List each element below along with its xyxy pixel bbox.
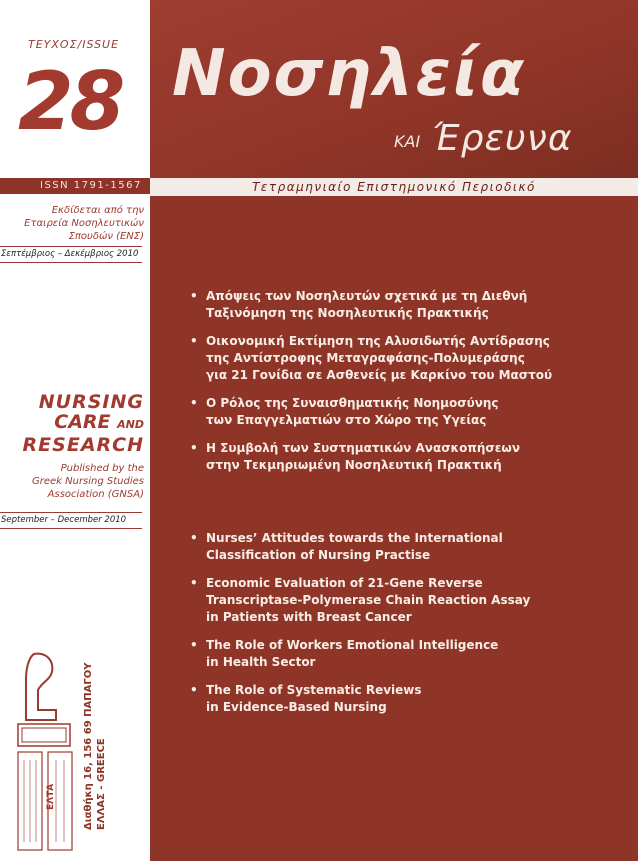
- bullet-icon: •: [190, 441, 198, 455]
- list-item: [188, 395, 608, 429]
- list-item: [188, 575, 608, 626]
- english-title: [0, 392, 144, 455]
- publisher-greek: Εκδίδεται από την Εταιρεία Νοσηλευτικών Σπουδών (ΕΝΣ): [24, 205, 144, 242]
- elta-label: ΕΛΤΑ: [46, 783, 56, 810]
- bullet-icon: •: [190, 576, 198, 590]
- tagline: Τετραμηνιαίο Επιστημονικό Περιοδικό: [150, 178, 638, 196]
- bullet-icon: •: [190, 396, 198, 410]
- english-title-line1: NURSING: [38, 391, 144, 413]
- date-greek: Σεπτέμβριος – Δεκέμβριος 2010: [0, 246, 142, 263]
- english-title-and: AND: [117, 418, 144, 431]
- masthead-subtitle: Έρευνα: [432, 118, 573, 159]
- list-item: [188, 440, 608, 474]
- list-item: [188, 637, 608, 671]
- list-item: [188, 333, 608, 384]
- list-item: [188, 682, 608, 716]
- date-english: September – December 2010: [0, 512, 142, 529]
- article-title: Η Συμβολή των Συστηματικών Ανασκοπήσεων στην Τεκμηριωμένη Νοσηλευτική Πρακτική: [206, 441, 520, 472]
- masthead-conjunction: ΚΑΙ: [394, 132, 421, 151]
- bullet-icon: •: [190, 531, 198, 545]
- english-title-line3: RESEARCH: [22, 434, 144, 456]
- postal-address-line1: Διαθήκη 16, 156 69 ΠΑΠΑΓΟΥ: [83, 662, 94, 830]
- postal-stamp: [16, 650, 78, 855]
- article-title: Economic Evaluation of 21-Gene Reverse Transcriptase-Polymerase Chain Reaction Assay in Patients with Breast Cancer: [206, 576, 531, 624]
- masthead-area: [150, 0, 638, 178]
- stamp-frame-icon: [16, 750, 76, 852]
- issn-bar: ISSN 1791-1567: [0, 178, 150, 194]
- article-title: Οικονομική Εκτίμηση της Αλυσιδωτής Αντίδρασης της Αντίστροφης Μεταγραφάσης-Πολυμεράσης για 21 Γονίδια σε Ασθενείς με Καρκίνο του Μαστού: [206, 334, 553, 382]
- bullet-icon: •: [190, 334, 198, 348]
- bullet-icon: •: [190, 683, 198, 697]
- list-item: [188, 288, 608, 322]
- postal-address: [82, 663, 108, 830]
- list-item: [188, 530, 608, 564]
- english-title-line2: [0, 412, 144, 435]
- issue-number: 28: [18, 55, 122, 148]
- issue-label: ΤΕΥΧΟΣ/ISSUE: [28, 38, 120, 51]
- english-title-care: CARE: [54, 411, 111, 433]
- article-title: The Role of Systematic Reviews in Evidence-Based Nursing: [206, 683, 422, 714]
- postal-address-line2: ΕΛΛΑΣ - GREECE: [96, 738, 107, 830]
- article-title: Ο Ρόλος της Συναισθηματικής Νοημοσύνης των Επαγγελματιών στο Χώρο της Υγείας: [206, 396, 499, 427]
- article-title: The Role of Workers Emotional Intelligence in Health Sector: [206, 638, 499, 669]
- bullet-icon: •: [190, 289, 198, 303]
- contents-greek: [188, 288, 608, 485]
- bullet-icon: •: [190, 638, 198, 652]
- elta-logo-icon: [16, 650, 76, 748]
- masthead-title: Νοσηλεία: [172, 37, 526, 111]
- left-column: [0, 0, 148, 861]
- article-title: Nurses’ Attitudes towards the International Classification of Nursing Practise: [206, 531, 503, 562]
- contents-english: [188, 530, 608, 727]
- cover-panel: [150, 0, 638, 861]
- publisher-english: Published by the Greek Nursing Studies Association (GNSA): [31, 463, 144, 500]
- article-title: Απόψεις των Νοσηλευτών σχετικά με τη Διεθνή Ταξινόμηση της Νοσηλευτικής Πρακτικής: [206, 289, 528, 320]
